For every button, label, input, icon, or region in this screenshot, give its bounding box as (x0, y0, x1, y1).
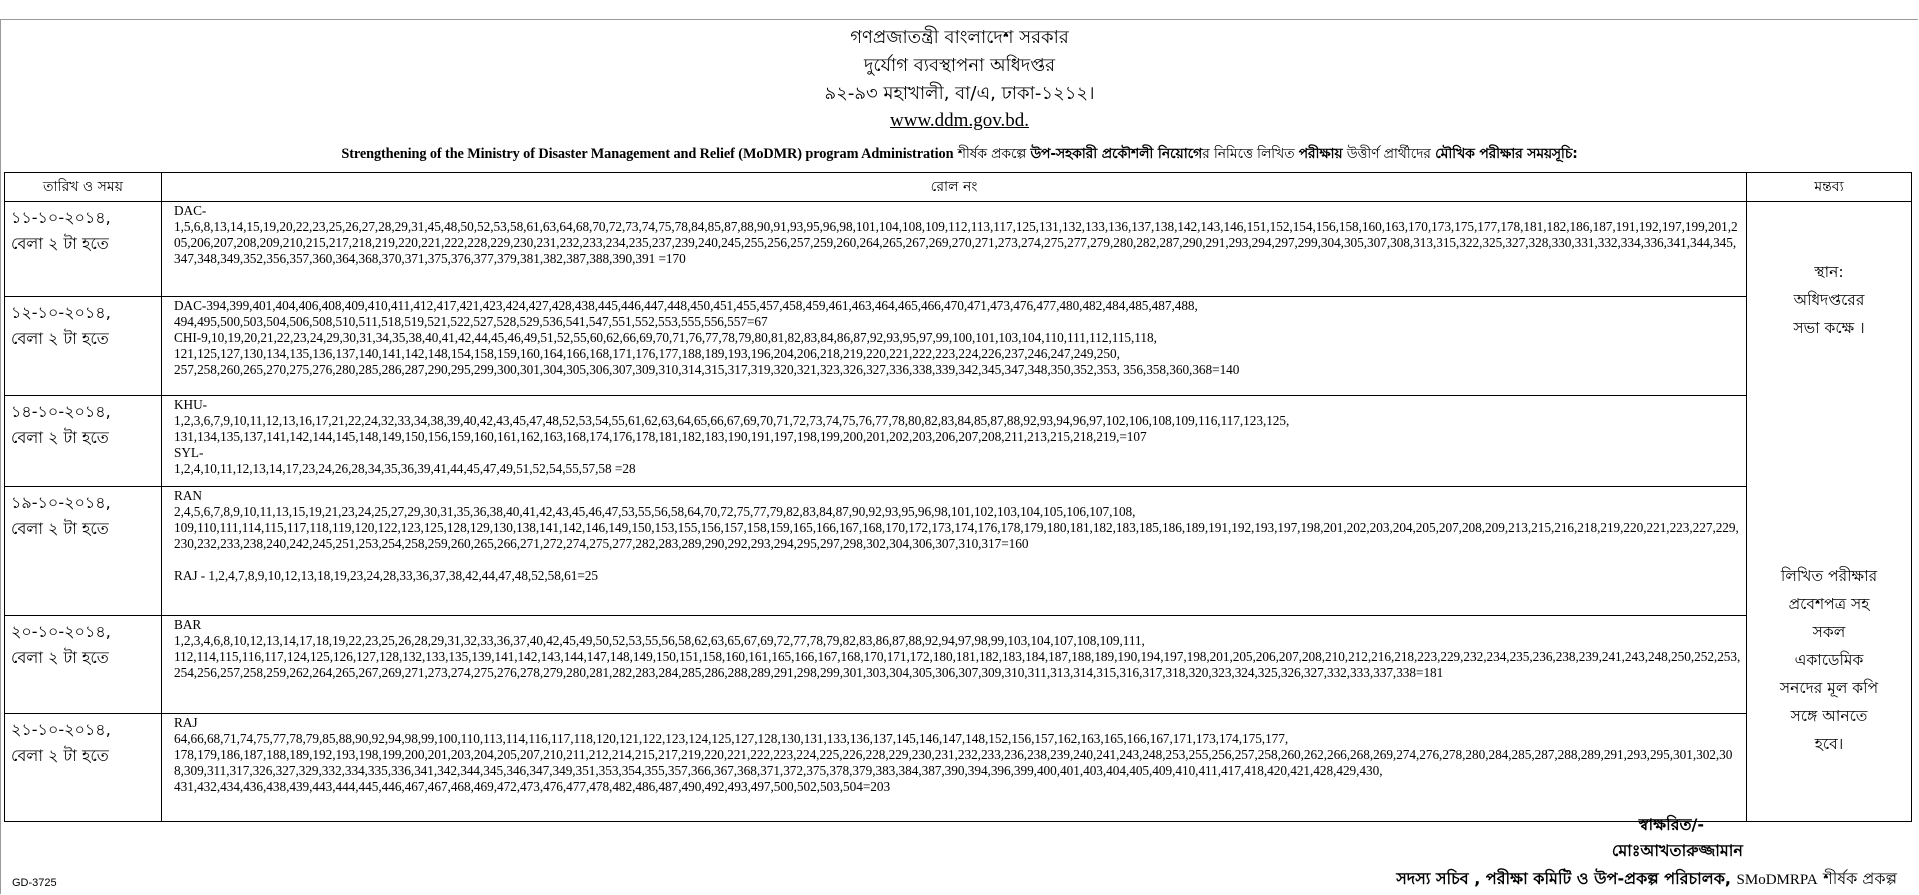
roll-numbers-cell (162, 202, 1747, 297)
roll-number-line: 2,4,5,6,7,8,9,10,11,13,15,19,21,23,24,25,27,29,30,31,35,36,38,40,41,42,43,45,46,47,53,55,56,58,64,70,72,75,77,79,82,83,84,87,90,92,93,95,96,98,101,102,103,104,105,106,107,108, (174, 504, 1136, 519)
subject-text-2: র নিমিত্তে লিখিত (1202, 146, 1299, 162)
roll-number-line: 178,179,186,187,188,189,192,193,198,199,200,201,203,204,205,207,210,211,212,214,215,217,219,220,221,222,223,224,225,226,228,229,230,231,232,233,236,238,239,240,241,243,248,253,255,256,257,258,260,262,266,268,269,274,276,278,280,284,285,287,288,289,291,293,295,301,302,308,309,311,317,326,327,329,332,334,335,336,341,342,344,345,346,347,349,351,353,354,355,357,366,367,368,371,372,375,378,379,383,384,387,390,394,396,399,400,401,403,404,405,409,410,411,417,418,420,421,428,429,430, (174, 747, 1733, 778)
roll-number-line: KHU- (174, 397, 208, 412)
interview-time: বেলা ২ টা হতে (11, 329, 109, 348)
roll-number-line: CHI-9,10,19,20,21,22,23,24,29,30,31,34,35,38,40,41,42,44,45,46,49,51,52,55,60,62,66,69,70,71,76,77,78,79,80,81,82,83,84,86,87,92,93,95,97,99,100,101,103,104,110,111,112,115,118, (174, 330, 1157, 345)
header-roll-no: রোল নং (162, 173, 1747, 202)
date-cell (5, 714, 162, 822)
letterhead (0, 24, 1919, 134)
project-suffix: শীর্ষক প্রকল্প (1823, 869, 1897, 888)
remark-cell (1747, 202, 1912, 822)
table-row (5, 297, 1912, 396)
interview-time: বেলা ২ টা হতে (11, 234, 109, 253)
date-cell (5, 202, 162, 297)
interview-date: ১২-১০-২০১৪, (11, 303, 111, 322)
post-name: উপ-সহকারী প্রকৌশলী নিয়োগে (1030, 146, 1203, 162)
remark-documents-line: সঙ্গে আনতে (1790, 707, 1868, 725)
date-cell (5, 616, 162, 714)
remark-documents-line: প্রবেশপত্র সহ (1788, 595, 1870, 613)
roll-number-line: RAN (174, 488, 202, 503)
remark-documents-line: সকল (1812, 623, 1846, 641)
designation-text: সদস্য সচিব , পরীক্ষা কমিটি ও উপ-প্রকল্প পরিচালক, (1396, 869, 1731, 888)
roll-number-line: 131,134,135,137,141,142,144,145,148,149,150,156,159,160,161,162,163,168,174,176,178,181,182,183,190,191,197,198,199,200,201,202,203,206,207,208,211,213,215,218,219,=107 (174, 429, 1147, 444)
schedule-title: মৌখিক পরীক্ষার সময়সূচি: (1435, 146, 1578, 162)
subject-text-3: উত্তীর্ণ প্রার্থীদের (1342, 146, 1436, 162)
table-row (5, 714, 1912, 822)
signatory-designation (1396, 866, 1897, 893)
table-row (5, 396, 1912, 487)
interview-date: ২১-১০-২০১৪, (11, 720, 111, 739)
roll-number-line: 1,2,3,4,6,8,10,12,13,14,17,18,19,22,23,25,26,28,29,31,32,33,36,37,40,42,45,49,50,52,53,55,56,58,62,63,65,67,69,72,77,78,79,82,83,86,87,88,92,94,97,98,99,103,104,107,108,109,111, (174, 633, 1145, 648)
document-code: GD-3725 (12, 877, 57, 889)
roll-number-line: DAC-394,399,401,404,406,408,409,410,411,412,417,421,423,424,427,428,438,445,446,447,448,450,451,455,457,458,459,461,463,464,465,466,470,471,473,476,477,480,482,484,485,487,488, (174, 298, 1198, 313)
remark-venue-line: স্থান: (1814, 263, 1844, 281)
interview-date: ১৪-১০-২০১৪, (11, 402, 111, 421)
table-row (5, 202, 1912, 297)
roll-number-line: 431,432,434,436,438,439,443,444,445,446,467,467,468,469,472,473,476,477,478,482,486,487,490,492,493,497,500,502,503,504=203 (174, 779, 891, 794)
roll-number-line: 494,495,500,503,504,506,508,510,511,518,519,521,522,527,528,529,536,541,547,551,552,553,555,556,557=67 (174, 314, 768, 329)
website-link[interactable]: www.ddm.gov.bd. (890, 110, 1029, 131)
remark-documents-line: সনদের মূল কপি (1779, 679, 1879, 697)
exam-word: পরীক্ষায় (1298, 146, 1343, 162)
roll-number-line: 109,110,111,114,115,117,118,119,120,122,123,125,128,129,130,138,141,142,146,149,150,153,155,156,157,158,159,165,166,167,168,170,172,173,174,176,178,179,180,181,182,183,185,186,189,191,192,193,197,198,201,202,203,204,205,207,208,209,213,215,216,218,219,220,221,223,227,229,230,232,233,238,240,242,245,251,253,254,258,259,260,265,266,271,272,274,275,277,282,283,289,290,292,293,294,295,297,298,302,304,306,307,310,317=160 (174, 520, 1739, 551)
header-remark: মন্তব্য (1747, 173, 1912, 202)
subject-text-1: শীর্ষক প্রকল্পে (953, 146, 1031, 162)
date-cell (5, 297, 162, 396)
roll-numbers-cell (162, 616, 1747, 714)
date-cell (5, 487, 162, 616)
remark-venue (1747, 258, 1911, 342)
roll-numbers-cell (162, 396, 1747, 487)
header-date-time: তারিখ ও সময় (5, 173, 162, 202)
government-name: গণপ্রজাতন্ত্রী বাংলাদেশ সরকার (850, 27, 1069, 48)
signed-mark: স্বাক্ষরিত/- (1638, 815, 1704, 834)
table-row (5, 487, 1912, 616)
roll-number-line: 112,114,115,116,117,124,125,126,127,128,132,133,135,139,141,142,143,144,147,148,149,150,151,158,160,161,165,166,167,168,170,171,172,180,181,182,183,184,187,188,189,190,194,197,198,201,205,206,207,208,210,212,216,218,223,229,232,234,235,236,238,239,241,243,248,250,252,253,254,256,257,258,259,262,264,265,267,269,271,273,274,275,276,278,279,280,281,282,283,284,285,286,288,289,291,298,299,301,303,304,305,306,307,309,310,311,313,314,315,316,317,318,320,323,324,325,326,327,332,333,337,338=181 (174, 649, 1741, 680)
roll-numbers-cell (162, 297, 1747, 396)
roll-number-line: BAR (174, 617, 202, 632)
roll-number-line: 1,5,6,8,13,14,15,19,20,22,23,25,26,27,28,29,31,45,48,50,52,53,58,61,63,64,68,70,72,73,74,75,78,84,85,87,88,90,91,93,95,96,98,101,104,108,109,112,113,117,125,131,132,133,136,137,138,142,143,146,151,152,154,156,158,160,163,170,173,175,177,178,181,182,186,187,191,192,197,199,201,205,206,207,208,209,210,215,217,218,219,220,221,222,228,229,230,231,232,233,234,235,237,239,240,245,255,256,257,259,260,264,265,267,269,270,271,273,274,275,277,279,280,282,287,290,291,293,294,297,299,304,305,307,308,313,315,322,325,327,328,330,331,332,334,336,341,344,345,347,348,349,352,356,357,360,364,368,370,371,375,376,377,379,381,382,387,388,390,391 =170 (174, 219, 1738, 266)
project-code: SMoDMRPA (1736, 872, 1818, 888)
department-name: দুর্যোগ ব্যবস্থাপনা অধিদপ্তর (863, 55, 1056, 76)
roll-number-line: SYL- (174, 445, 204, 460)
roll-number-line: 1,2,3,6,7,9,10,11,12,13,16,17,21,22,24,32,33,34,38,39,40,42,43,45,47,48,52,53,54,55,61,62,63,64,65,66,67,69,70,71,72,73,74,75,76,77,78,80,82,83,84,85,87,88,92,93,94,96,97,102,106,108,109,116,117,123,125, (174, 413, 1290, 428)
roll-number-line: 121,125,127,130,134,135,136,137,140,141,142,148,154,158,159,160,164,166,168,171,176,177,188,189,193,196,204,206,218,219,220,221,222,223,224,226,237,246,247,249,250, (174, 346, 1120, 361)
roll-number-line: 64,66,68,71,74,75,77,78,79,85,88,90,92,94,98,99,100,110,113,114,116,117,118,120,121,122,123,124,125,127,128,130,131,133,136,137,145,146,147,148,152,156,157,162,163,165,166,167,171,173,174,175,177, (174, 731, 1289, 746)
roll-numbers-cell (162, 714, 1747, 822)
roll-numbers-cell (162, 487, 1747, 616)
roll-number-line: 257,258,260,265,270,275,276,280,285,286,287,290,295,299,300,301,304,305,306,307,309,310,314,315,317,319,320,321,323,326,327,336,338,339,342,345,347,348,350,352,353, 356,358,360,368=140 (174, 362, 1240, 377)
interview-time: বেলা ২ টা হতে (11, 428, 109, 447)
interview-schedule-table (4, 172, 1912, 822)
interview-date: ১৯-১০-২০১৪, (11, 493, 111, 512)
remark-documents-line: হবে। (1814, 735, 1844, 753)
remark-documents-line: লিখিত পরীক্ষার (1780, 567, 1878, 585)
remark-documents (1747, 562, 1911, 758)
interview-time: বেলা ২ টা হতে (11, 648, 109, 667)
notice-subject (0, 144, 1919, 164)
date-cell (5, 396, 162, 487)
table-header-row (5, 173, 1912, 202)
interview-date: ১১-১০-২০১৪, (11, 208, 111, 227)
table-row (5, 616, 1912, 714)
remark-venue-line: অধিদপ্তরের (1793, 291, 1865, 309)
remark-documents-line: একাডেমিক (1794, 651, 1864, 669)
roll-number-line: 1,2,4,10,11,12,13,14,17,23,24,26,28,34,35,36,39,41,44,45,47,49,51,52,54,55,57,58 =28 (174, 461, 636, 476)
roll-number-line (174, 552, 1742, 568)
roll-number-line: DAC- (174, 203, 207, 218)
signatory-name: মোঃআখতারুজ্জামান (1611, 841, 1743, 860)
roll-number-line: RAJ - 1,2,4,7,8,9,10,12,13,18,19,23,24,28,33,36,37,38,42,44,47,48,52,58,61=25 (174, 568, 598, 583)
roll-number-line: RAJ (174, 715, 198, 730)
department-address: ৯২-৯৩ মহাখালী, বা/এ, ঢাকা-১২১২। (824, 83, 1095, 104)
interview-date: ২০-১০-২০১৪, (11, 622, 111, 641)
interview-time: বেলা ২ টা হতে (11, 746, 109, 765)
interview-time: বেলা ২ টা হতে (11, 519, 109, 538)
remark-venue-line: সভা কক্ষে । (1793, 319, 1865, 337)
program-name: Strengthening of the Ministry of Disaster Management and Relief (MoDMR) program Administration (341, 146, 954, 162)
